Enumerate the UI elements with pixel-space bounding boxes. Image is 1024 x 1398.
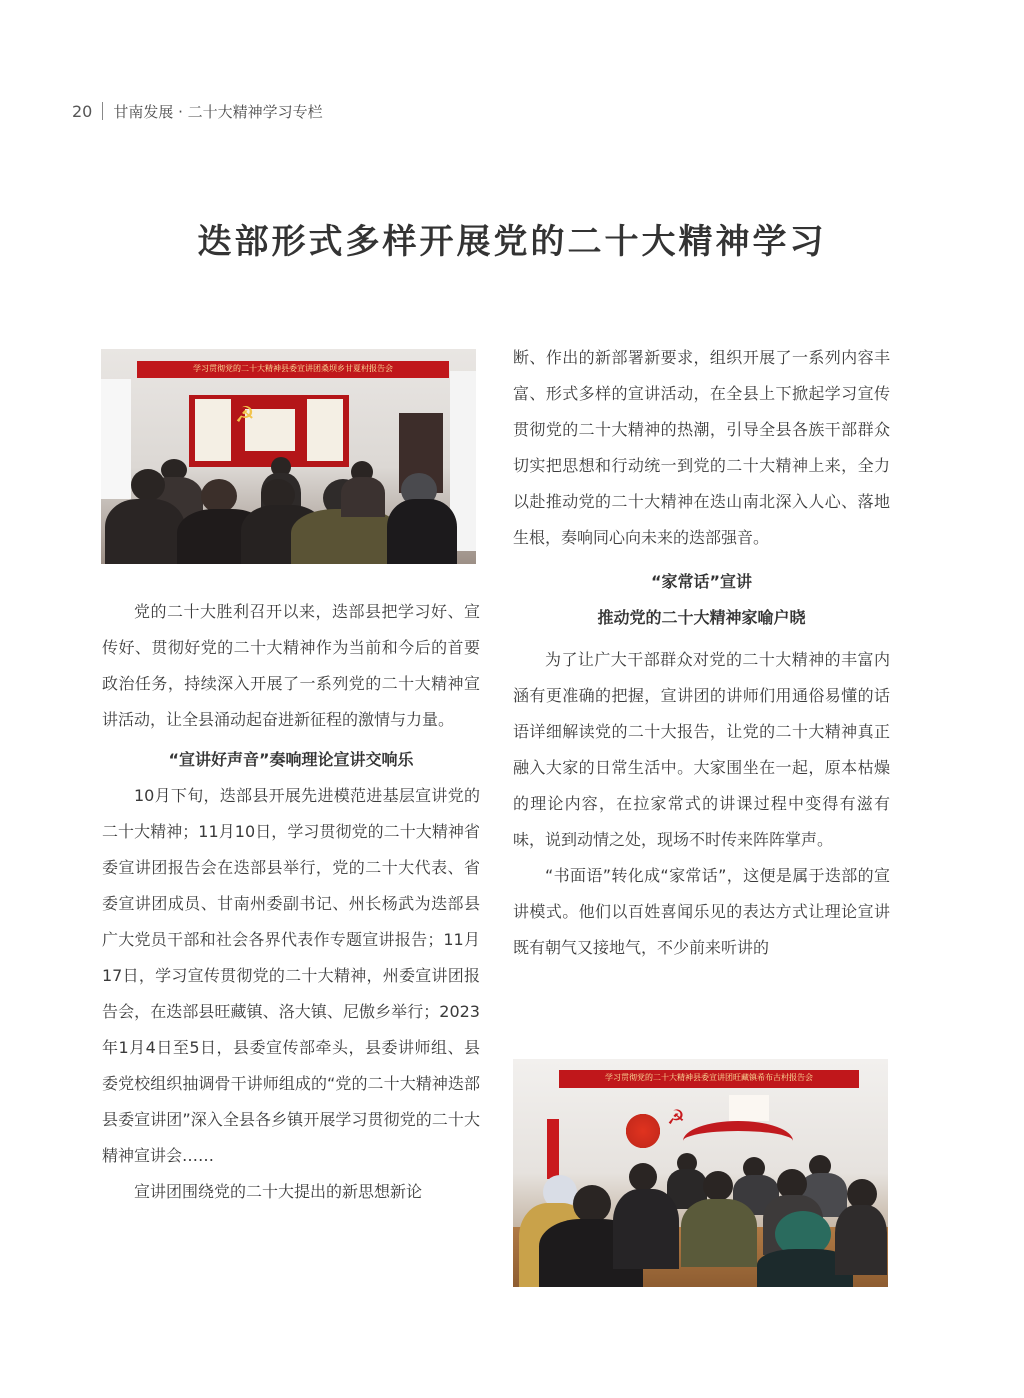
header-divider: [102, 102, 103, 120]
paragraph: “书面语”转化成“家常话”，这便是属于迭部的宣讲模式。他们以百姓喜闻乐见的表达方式让理论宣讲既有朝气又接地气，不少前来听讲的: [513, 866, 890, 957]
party-emblem-icon: ☭: [235, 403, 255, 428]
person-body: [105, 499, 185, 564]
board-panel: [307, 399, 343, 461]
person-body: [613, 1189, 679, 1269]
party-emblem-icon: ☭: [667, 1105, 685, 1129]
decor-curve: [683, 1121, 793, 1161]
board-panel: [195, 399, 231, 461]
right-column: [513, 340, 890, 966]
subheading: 推动党的二十大精神家喻户晓: [597, 608, 806, 627]
paragraph: 10月下旬，迭部县开展先进模范进基层宣讲党的二十大精神；11月10日，学习贯彻党的二十大精神省委宣讲团报告会在迭部县举行，党的二十大代表、省委宣讲团成员、甘南州委副书记、州长杨武为迭部县广大党员干部和社会各界代表作专题宣讲报告；11月17日，学习宣传贯彻党的二十大精神，州委宣讲团报告会，在迭部县旺藏镇、洛大镇、尼傲乡举行；2023年1月4日至5日，县委宣传部牵头，县委讲师组、县委党校组织抽调骨干讲师组成的“党的二十大精神迭部县委宣讲团”深入全县各乡镇开展学习贯彻党的二十大精神宣讲会……: [102, 786, 480, 1165]
person-body: [291, 509, 401, 564]
person-body: [341, 477, 385, 517]
person-body: [681, 1199, 757, 1267]
person-head: [629, 1163, 657, 1191]
meeting-photo-1: [101, 349, 476, 564]
photo-flag: [547, 1119, 559, 1179]
person-body: [387, 499, 457, 564]
left-column: [102, 594, 480, 1210]
page-header: [72, 100, 323, 122]
article-title: 迭部形式多样开展党的二十大精神学习: [197, 222, 827, 262]
board-panel: [729, 1095, 769, 1121]
paragraph: 断、作出的新部署新要求，组织开展了一系列内容丰富、形式多样的宣讲活动，在全县上下掀起学习宣传贯彻党的二十大精神的热潮，引导全县各族干部群众切实把思想和行动统一到党的二十大精神上来，全力以赴推动党的二十大精神在迭山南北深入人心、落地生根，奏响同心向未来的迭部强音。: [513, 348, 890, 547]
paragraph: 宣讲团围绕党的二十大提出的新思想新论: [134, 1182, 423, 1201]
person-body: [835, 1205, 887, 1275]
display-board: [189, 395, 349, 467]
meeting-photo-2: [513, 1059, 888, 1287]
photo-banner: 学习贯彻党的二十大精神县委宣讲团旺藏镇希布古村报告会: [559, 1070, 859, 1088]
paragraph: 为了让广大干部群众对党的二十大精神的丰富内涵有更准确的把握，宣讲团的讲师们用通俗易懂的话语详细解读党的二十大报告，让党的二十大精神真正融入大家的日常生活中。大家围坐在一起，原本枯燥的理论内容，在拉家常式的讲课过程中变得有滋有味，说到动情之处，现场不时传来阵阵掌声。: [513, 650, 890, 849]
person-head: [201, 479, 237, 513]
photo-window: [101, 379, 131, 499]
paragraph: 党的二十大胜利召开以来，迭部县把学习好、宣传好、贯彻好党的二十大精神作为当前和今后的首要政治任务，持续深入开展了一系列党的二十大精神宣讲活动，让全县涌动起奋进新征程的激情与力量。: [102, 602, 480, 729]
page-number: 20: [72, 101, 93, 121]
person-head: [703, 1171, 733, 1201]
photo-banner: 学习贯彻党的二十大精神县委宣讲团桑坝乡甘夏村报告会: [137, 361, 449, 378]
section-title: 甘南发展 · 二十大精神学习专栏: [113, 102, 323, 121]
person-head: [131, 469, 165, 501]
subheading: “家常话”宣讲: [650, 572, 753, 591]
subheading: “宣讲好声音”奏响理论宣讲交响乐: [168, 750, 414, 769]
person-head: [573, 1185, 611, 1223]
decor-tree: [623, 1111, 663, 1151]
